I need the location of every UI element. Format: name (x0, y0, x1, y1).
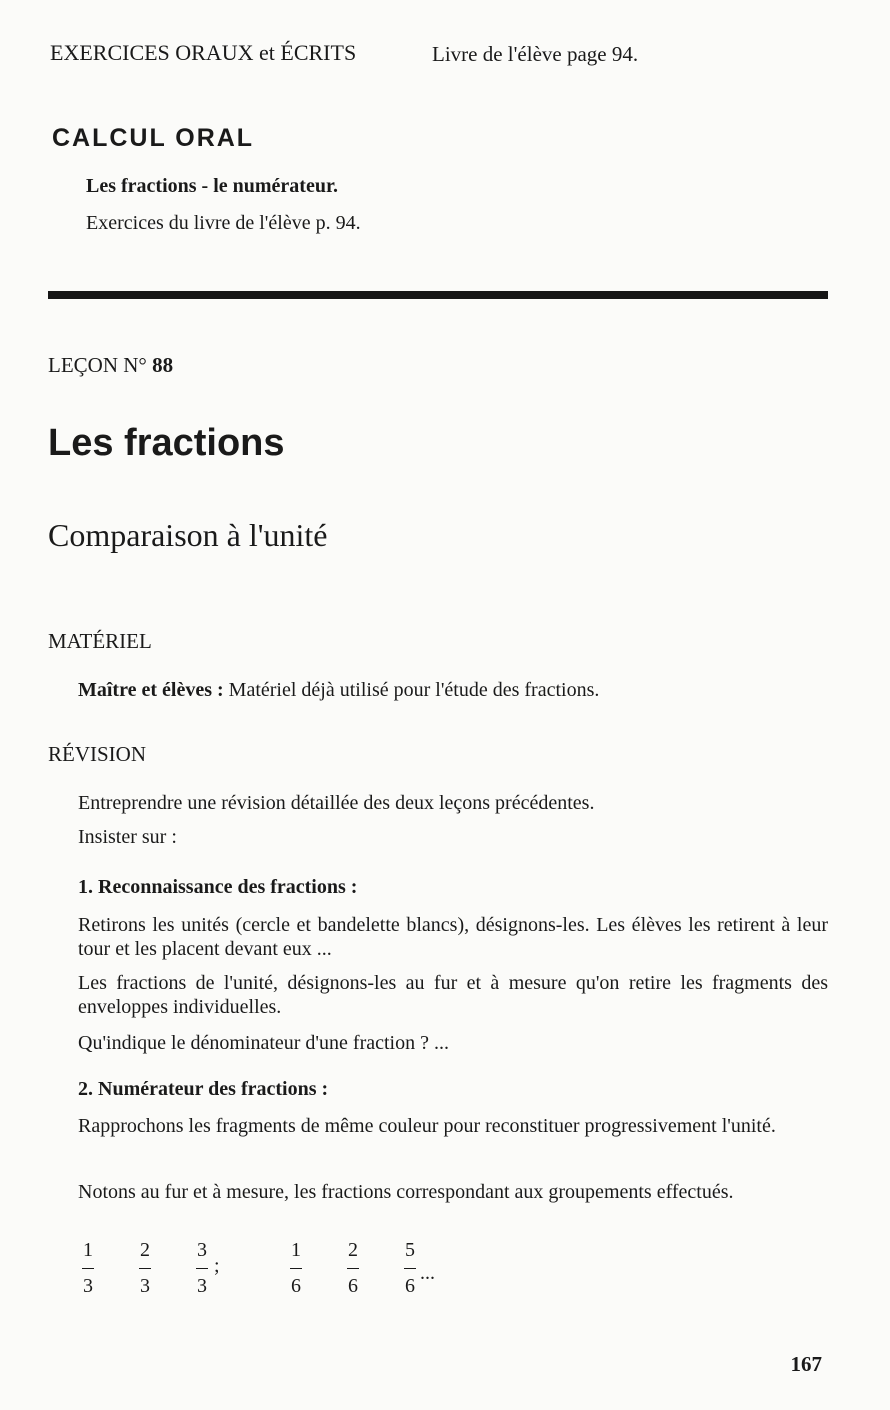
section-reference: Livre de l'élève page 94. (432, 42, 639, 66)
fraction-denominator: 3 (140, 1275, 150, 1297)
fraction-ellipsis: ... (420, 1262, 435, 1284)
fraction-1 (78, 1238, 98, 1298)
fraction-denominator: 6 (291, 1275, 301, 1297)
fraction-3 (192, 1238, 212, 1298)
fraction-numerator: 1 (291, 1239, 301, 1261)
fraction-5 (343, 1238, 363, 1298)
fraction-denominator: 3 (197, 1275, 207, 1297)
item1-paragraph-3: Qu'indique le dénominateur d'une fraction ? ... (78, 1032, 449, 1054)
item1-heading: 1. Reconnaissance des fractions : (78, 876, 358, 898)
revision-heading: RÉVISION (48, 742, 146, 766)
fraction-bar (347, 1268, 359, 1269)
fraction-denominator: 6 (405, 1275, 415, 1297)
fraction-6 (400, 1238, 420, 1298)
materiel-text: Matériel déjà utilisé pour l'étude des fractions. (228, 679, 600, 701)
lesson-subtitle: Comparaison à l'unité (48, 517, 328, 553)
materiel-heading: MATÉRIEL (48, 629, 152, 653)
lesson-title: Les fractions (48, 422, 285, 464)
item2-paragraph-1: Rapprochons les fragments de même couleur pour reconstituer progressivement l'unité. (78, 1115, 776, 1137)
fraction-denominator: 6 (348, 1275, 358, 1297)
fraction-numerator: 1 (83, 1239, 93, 1261)
lesson-number-value: 88 (152, 353, 174, 377)
fraction-numerator: 5 (405, 1239, 415, 1261)
page-number: 167 (790, 1352, 822, 1376)
lesson-number-prefix: LEÇON N° (48, 353, 147, 377)
fraction-numerator: 3 (197, 1239, 207, 1261)
fraction-semicolon: ; (214, 1255, 220, 1277)
fraction-bar (404, 1268, 416, 1269)
item2-heading: 2. Numérateur des fractions : (78, 1078, 329, 1100)
calcul-oral-heading: CALCUL ORAL (52, 124, 255, 152)
calcul-oral-subheading: Les fractions - le numérateur. (86, 175, 338, 197)
divider-rule (48, 291, 828, 299)
fraction-bar (290, 1268, 302, 1269)
revision-intro-1: Entreprendre une révision détaillée des deux leçons précédentes. (78, 792, 595, 814)
lesson-number (48, 353, 173, 378)
item2-paragraph-2: Notons au fur et à mesure, les fractions correspondant aux groupements effectués. (78, 1181, 734, 1203)
calcul-oral-reference: Exercices du livre de l'élève p. 94. (86, 212, 361, 234)
fraction-numerator: 2 (140, 1239, 150, 1261)
revision-intro-2: Insister sur : (78, 826, 177, 848)
fraction-2 (135, 1238, 155, 1298)
fraction-bar (82, 1268, 94, 1269)
fraction-numerator: 2 (348, 1239, 358, 1261)
section-header: EXERCICES ORAUX et ÉCRITS (50, 40, 357, 65)
fraction-denominator: 3 (83, 1275, 93, 1297)
fraction-bar (139, 1268, 151, 1269)
fraction-bar (196, 1268, 208, 1269)
fraction-4 (286, 1238, 306, 1298)
materiel-line (78, 679, 599, 702)
materiel-label: Maître et élèves : (78, 679, 224, 701)
item1-paragraph-2: Les fractions de l'unité, désignons-les au fur et à mesure qu'on retire les fragments des enveloppes individuelles. (78, 972, 828, 1018)
item1-paragraph-1: Retirons les unités (cercle et bandelette blancs), désignons-les. Les élèves les retirent à leur tour et les placent devant eux ... (78, 914, 828, 960)
